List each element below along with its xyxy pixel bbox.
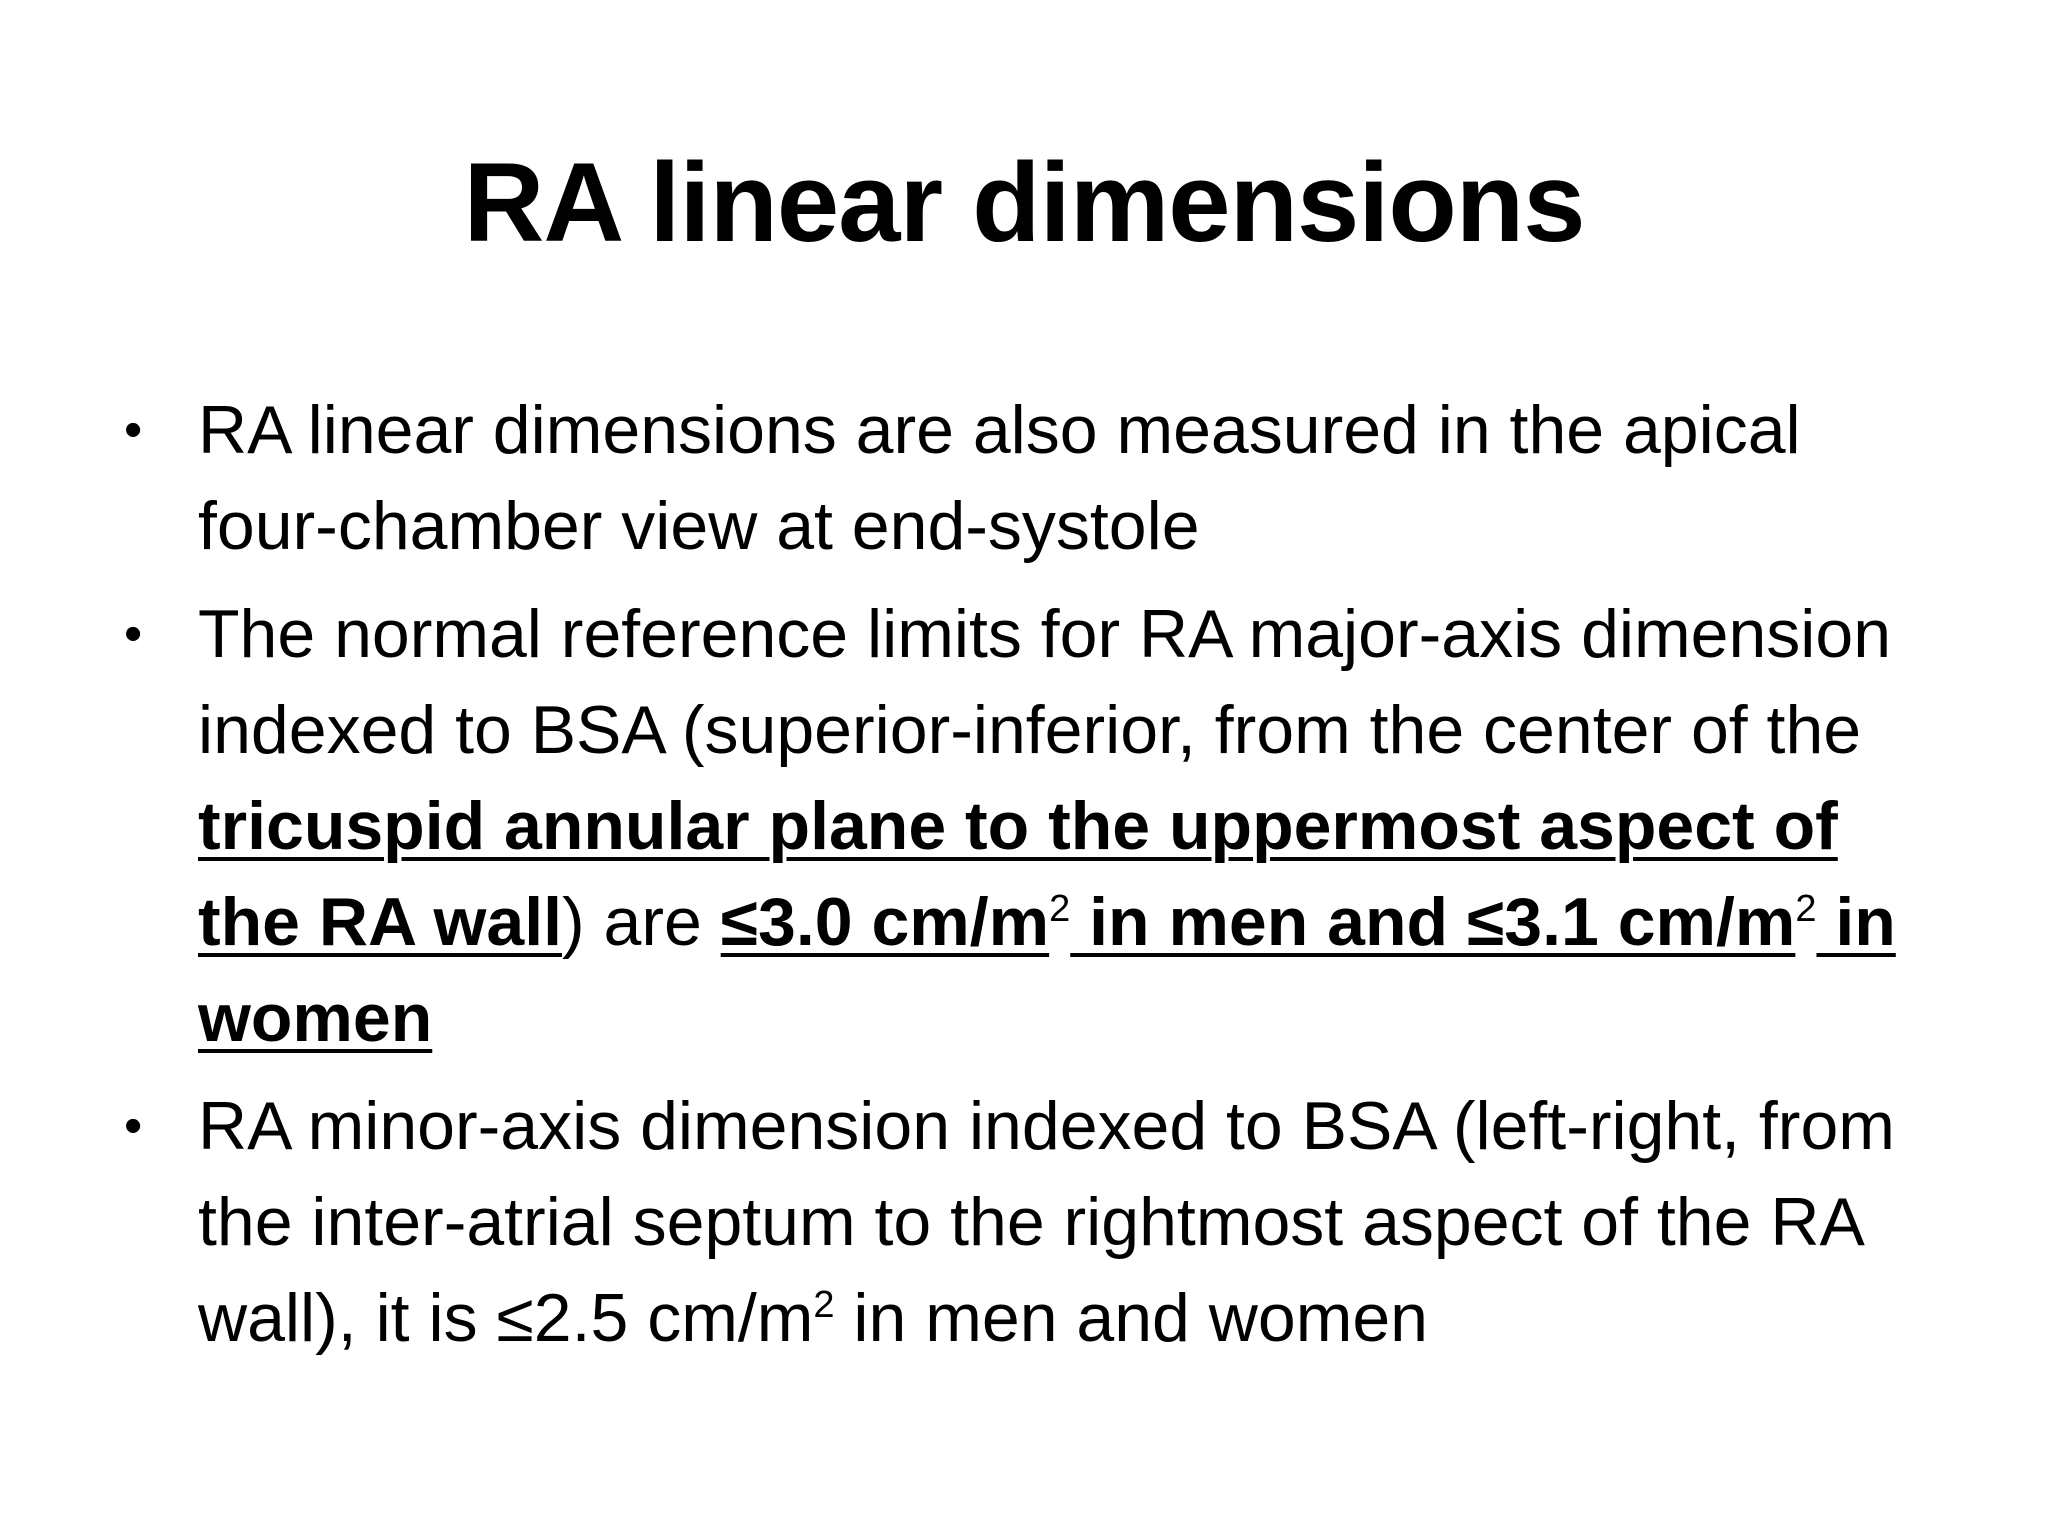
- superscript: 2: [1049, 888, 1071, 930]
- bullet-text: The normal reference limits for RA major-axis dimension indexed to BSA (superior-inferior, from the center of the: [198, 596, 1892, 768]
- bullet-text: RA minor-axis dimension indexed to BSA (left-right, from the inter-atrial septum to the rightmost aspect of the RA wall), it is ≤2.5 cm/m: [198, 1088, 1895, 1356]
- bullet-dot-icon: •: [124, 1097, 143, 1155]
- bullet-item-3: [120, 1078, 1940, 1366]
- bullet-item-1: [120, 382, 1940, 574]
- bullet-item-2: [120, 586, 1940, 1066]
- bullet-text: ) are: [561, 884, 721, 960]
- emphasized-text: tricuspid annular plane to the uppermost aspect of the RA wall: [198, 788, 1838, 960]
- bullet-text: in men and women: [834, 1280, 1428, 1356]
- emphasized-text: in women: [198, 884, 1896, 1056]
- bullet-list: [120, 382, 1940, 1378]
- emphasized-value: ≤3.0 cm/m: [720, 884, 1050, 960]
- superscript: 2: [1795, 888, 1817, 930]
- bullet-dot-icon: •: [124, 605, 143, 663]
- bullet-dot-icon: •: [124, 401, 143, 459]
- superscript: 2: [813, 1284, 835, 1326]
- bullet-text: RA linear dimensions are also measured in the apical four-chamber view at end-systole: [198, 392, 1801, 564]
- emphasized-value: in men and ≤3.1 cm/m: [1070, 884, 1796, 960]
- slide-title: RA linear dimensions: [463, 140, 1585, 265]
